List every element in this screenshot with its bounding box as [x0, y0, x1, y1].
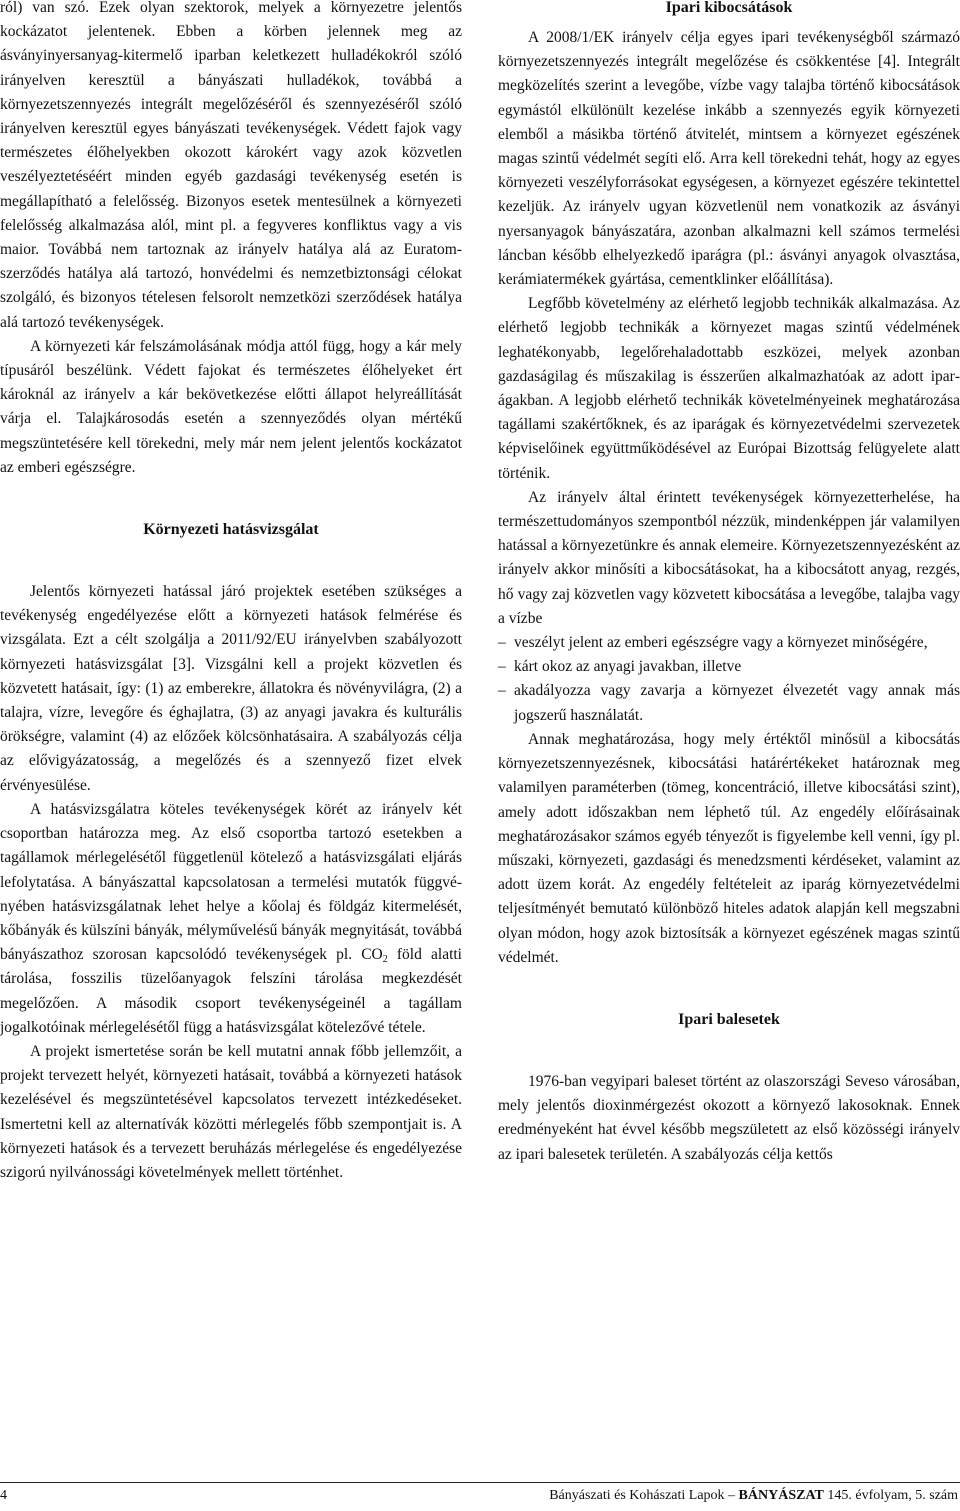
journal-footer: [549, 1488, 958, 1504]
footer-rule: [0, 1482, 960, 1483]
body-paragraph: Jelentős környezeti hatással járó projektek esetében szükséges a tevékenység engedélyezése előtt a környezeti hatások felmérése és vizsgálata. Ezt a célt szolgálja a 2011/92/EU irányelvben szabályozott környezeti hatásvizsgálat [3]. Vizsgálni kell a projekt közvetlen és közvetett hatásait, így: (1) az emberekre, állatokra és növényvilágra, (2) a talajra, vízre, levegőre és éghajlatra, (3) az anyagi javakra és kulturális örökségre, valamint (4) az előzőek kölcsönhatásaira. A szabályozás célja az elővigyázatosság, a megelőzés és a szennyező fizet elvek érvényesülése.: [0, 583, 462, 794]
body-paragraph: Legfőbb követelmény az elérhető legjobb technikák alkalmazása. Az elérhető legjobb technikák a környezet magas szintű védelmének leghatékonyabb, legelőrehaladottabb eszközei, melyek azonban gazdaságilag és műszakilag is ésszerűen alkalmazhatóak az adott iparágakban. A legjobb elérhető technikák követelményeinek meghatározása tagállami szakértőknek, és az iparágak és környezetvédelmi szervezetek képviselőinek együttműködésével az Európai Bizottság felügyelete alatt történik.: [498, 295, 960, 482]
body-paragraph: Az irányelv által érintett tevékenységek környezetterhelése, ha természettudományos szempontból nézzük, mindenképpen jár valamilyen hatással a környezetünkre és annak elemeire. Környezetszennyezésként az irányelv akkor minősíti a kibocsátásokat, ha a kibocsátott anyag, rezgés, hő vagy zaj közvetlen vagy közvetett kibocsátása a levegőbe, talajba vagy a vízbe: [498, 488, 960, 627]
list-item: – kárt okoz az anyagi javakban, illetve: [498, 655, 960, 679]
journal-volume: 145. évfolyam, 5. szám: [827, 1488, 958, 1503]
body-paragraph: ról) van szó. Ezek olyan szektorok, melyek a környezetre jelentős kockázatot jelentenek. Ebben a körben jelennek meg az ásványinyersanyag-kitermelő iparban keletkezett hulladékokról szóló irányelven keresztül a bányászati hulladékok, továbbá a környezetszennyezés integrált megelőzéséről és szennyezéséről szóló irányelven keresztül egyes bányászati tevékenységek. Védett fajok vagy természetes élőhelyekben okozott károkért vagy azok közvetlen veszélyeztetéséért minden egyéb gazdasági tevékenység esetén is megállapítható a felelősség. Bizonyos esetek mentesülnek a környezeti felelősség alkalmazása alól, mint pl. a fegyveres konfliktus vagy a vis maior. Továbbá nem tartoznak az irányelv hatálya alá az Euratom-szerződés hatálya alá tartozó, honvédelmi és nemzetbiztonsági célokat szolgáló, és bizonyos tételesen felsorolt nemzetközi szerződések hatálya alá tartozó tevékenységek.: [0, 0, 462, 331]
list-item: – akadályozza vagy zavarja a környezet élvezetét vagy annak más jogszerű használatát.: [498, 679, 960, 727]
subscript: 2: [382, 954, 388, 966]
section-heading: Ipari balesetek: [678, 1010, 780, 1028]
section-heading: Ipari kibocsátások: [665, 0, 793, 16]
body-paragraph: Annak meghatározása, hogy mely értéktől minősül a kibocsátás környezetszennyezésnek, kibocsátási határértékeket határoznak meg valamilyen paraméterben (tömeg, koncentráció, illetve kibocsátási szint), amely adott időszakban nem léphető túl. Az engedély előírásainak meghatározásakor számos egyéb tényezőt is figyelembe kell venni, így pl. műszaki, környezeti, gazdasági és menedzsmenti kérdéseket, valamint az adott üzem korát. Az engedély feltételeit az iparág környezetvédelmi teljesítményét bemutató különböző hiteles adatok alapján kell megszabni olyan módon, hogy azok biztosítsák a környezet egészének magas szintű védelmét.: [498, 730, 960, 966]
body-paragraph: 1976-ban vegyipari baleset történt az olaszországi Seveso városában, mely jelentős dioxinmérgezést okozott a környező lakosoknak. Ennek eredményeként hat évvel később megszületett az első közösségi irányelv az ipari balesetek területén. A szabályozás célja kettős: [498, 1072, 960, 1163]
body-paragraph: A projekt ismertetése során be kell mutatni annak főbb jellemzőit, a projekt tervezett helyét, környezeti hatásait, továbbá a környezeti hatások kezelésével és megszüntetésével kapcsolatos tervezett intézkedéseket. Ismertetni kell az alternatívák közötti mérlegelés főbb szempontjait is. A környezeti hatások és a tervezett beruházás mérlegelése és engedélyezése szigorú nyilvánossági követelmények mellett történhet.: [0, 1042, 462, 1181]
right-column: [498, 0, 960, 1167]
body-paragraph: A 2008/1/EK irányelv célja egyes ipari tevékenységből származó környezetszennyezés integrált megelőzése és csökkentése [4]. Integrált megközelítés szerint a levegőbe, vízbe vagy talajba történő kibocsátások egymástól elkülönült kezelése inkább a szennyezés egyik környezeti elemből a másikba történő átvitelét, mintsem a környezet egészének magas szintű védelmét segíti elő. Arra kell törekedni tehát, hogy az egyes környezeti veszélyforrásokat egységesen, a környezet egészére tekintettel kezeljük. Az irányelv ugyan közvetlenül nem vonatkozik az ásványi nyersanyagok bányászatára, azonban alkalmazni kell számos termelési láncban később elhelyezkedő iparágra (pl.: ásványi anyagok olvasztása, kerámiatermékek gyártása, cementklinker előállítása).: [498, 29, 960, 289]
page-number: 4: [0, 1488, 7, 1503]
body-paragraph: [0, 798, 462, 1040]
journal-name: Bányászati és Kohászati Lapok –: [549, 1488, 739, 1503]
left-column: [0, 0, 462, 1185]
list-item: – veszélyt jelent az emberi egészségre vagy a környezet minőségére,: [498, 631, 960, 655]
text-run: A hatásvizsgálatra köteles tevékenységek körét az irányelv két csoportban határozza meg. Az első csoportba tartozó esetekben a tagállamok mérlegelésétől függetlenül kötelező a hatásvizsgálati eljárás lefolytatása. A bányászattal kapcsolatosan a termelési mutatók függvényében hatásvizsgálatnak lehet helye a kőolaj és földgáz kitermelését, kőbányák és külszíni bányák, mélyművelésű bányák megnyitását, továbbá bányászathoz szorosan kapcsolódó tevékenységek pl. CO: [0, 800, 462, 964]
text-run: föld alatti tárolása, fosszilis tüzelőanyagok felszíni tárolása megkezdését megelőzően. A második csoport tevékenységeinél a tagállam jogalkotóinak mérlegelésétől függ a hatásvizsgálat kötelezővé tétele.: [0, 946, 462, 1036]
journal-section: BÁNYÁSZAT: [738, 1488, 824, 1503]
section-heading: Környezeti hatásvizsgálat: [143, 521, 319, 539]
dash-list: [498, 631, 960, 728]
body-paragraph: A környezeti kár felszámolásának módja attól függ, hogy a kár mely típusáról beszélünk. Védett fajokat és természetes élőhelyeket ért károknál az irányelv a kár bekövetkezése előtti állapot helyreállítását várja el. Talajkárosodás esetén a szennyeződés olyan mértékű megszüntetésére kell törekedni, mely már nem jelent jelentős kockázatot az emberi egészségre.: [0, 337, 462, 476]
